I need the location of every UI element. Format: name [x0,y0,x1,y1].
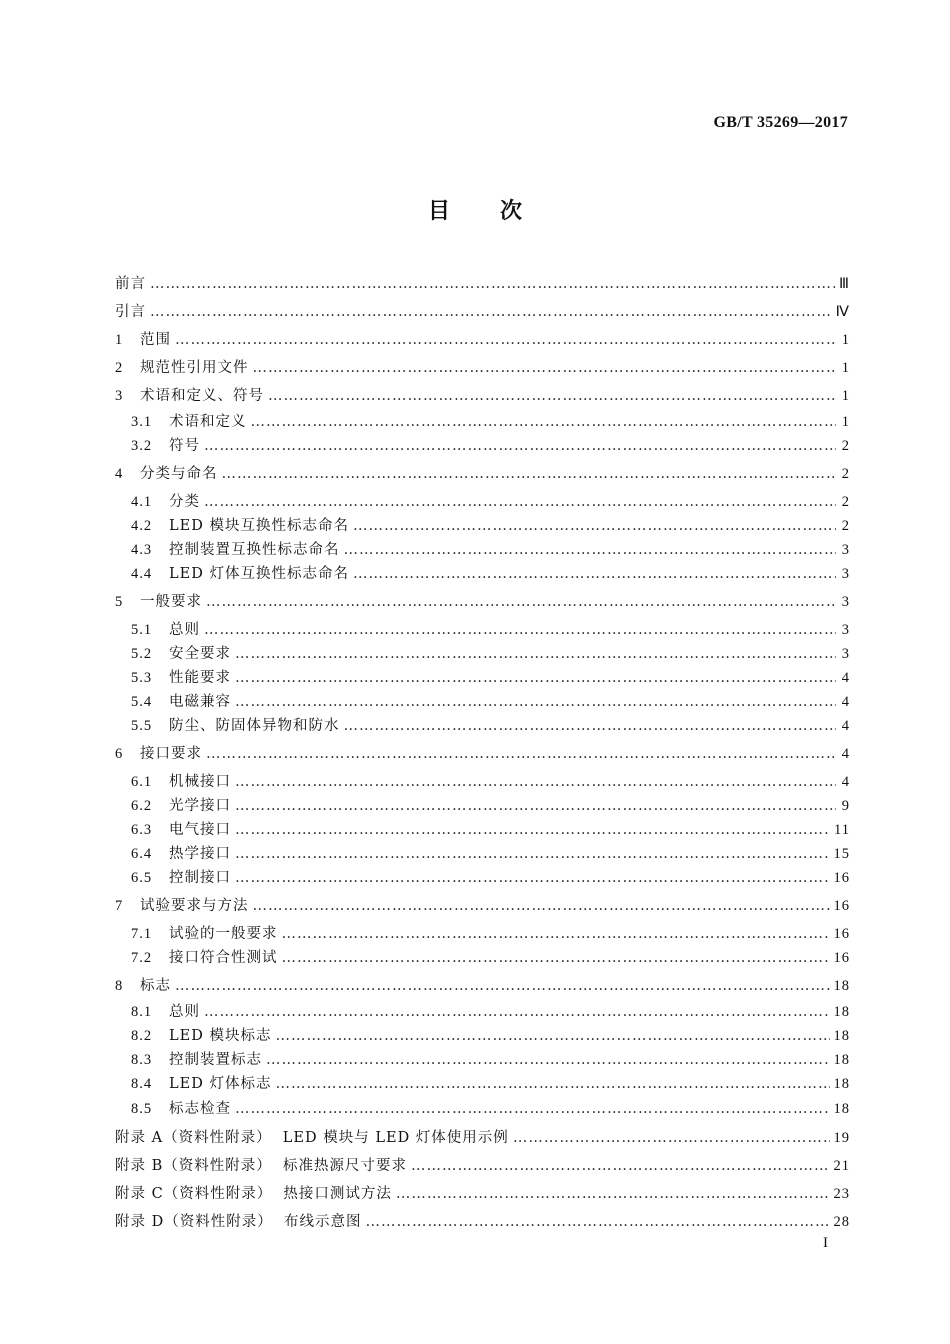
dot-leader [235,771,836,793]
toc-entry-label: 分类与命名 [140,466,218,482]
toc-entry-page: 4 [841,718,850,734]
toc-entry-page: 18 [833,978,850,994]
toc-entry-label: LED 灯体标志 [169,1076,272,1092]
toc-entry-number: 2 [115,360,124,376]
toc-entry-label: 附录 A（资料性附录） LED 模块与 LED 灯体使用示例 [115,1130,509,1146]
toc-entry-page: 18 [833,1076,850,1092]
dot-leader [282,923,830,945]
toc-entry[interactable] [131,867,850,889]
toc-entry-label: 一般要求 [140,594,202,610]
toc-entry-page: 2 [841,466,850,482]
toc-entry-label: LED 模块互换性标志命名 [169,518,349,534]
toc-entry[interactable] [115,975,850,997]
toc-entry-page: 4 [841,746,850,762]
toc-entry-number: 8.4 [131,1076,153,1092]
dot-leader [396,1183,830,1205]
toc-entry-page: 16 [833,950,850,966]
toc-entry-number: 8.2 [131,1028,153,1044]
dot-leader [206,591,836,613]
toc-entry-page: 3 [841,566,850,582]
dot-leader [150,301,832,323]
toc-entry-number: 3 [115,388,124,404]
toc-entry[interactable] [131,1098,850,1120]
dot-leader [235,795,836,817]
toc-entry[interactable] [131,771,850,793]
toc-entry-number: 5.5 [131,718,153,734]
dot-leader [251,411,837,433]
toc-entry-number: 4.1 [131,494,153,510]
dot-leader [275,1073,829,1095]
dot-leader [266,1049,830,1071]
toc-entry-label: 附录 D（资料性附录） 布线示意图 [115,1214,362,1230]
toc-entry[interactable] [131,947,850,969]
toc-entry-number: 4.4 [131,566,153,582]
page-number: I [823,1235,828,1251]
toc-entry-page: 23 [833,1186,850,1202]
toc-entry-page: 1 [841,360,850,376]
toc-entry-label: 光学接口 [169,798,231,814]
toc-entry-page: 3 [841,622,850,638]
toc-entry-label: 接口要求 [140,746,202,762]
toc-entry-label: 标志 [140,978,171,994]
toc-entry[interactable] [115,895,850,917]
dot-leader [235,691,836,713]
toc-entry-number: 5 [115,594,124,610]
toc-entry-label: 附录 B（资料性附录） 标准热源尺寸要求 [115,1158,407,1174]
toc-entry[interactable] [131,795,850,817]
dot-leader [235,667,836,689]
toc-entry-number: 3.1 [131,414,153,430]
toc-entry[interactable] [115,357,850,379]
dot-leader [344,539,837,561]
toc-entry-label: 标志检查 [169,1101,231,1117]
dot-leader [204,491,836,513]
toc-entry-number: 4.2 [131,518,153,534]
toc-entry-page: 18 [833,1052,850,1068]
toc-entry-number: 6.5 [131,870,153,886]
toc-entry-page: 1 [841,414,850,430]
toc-entry-page: 18 [833,1101,850,1117]
dot-leader [253,357,837,379]
toc-entry[interactable] [131,843,850,865]
toc-entry-page: 21 [833,1158,850,1174]
toc-entry-label: 控制装置标志 [169,1052,262,1068]
toc-entry[interactable] [115,301,850,323]
toc-entry-label: 电气接口 [169,822,231,838]
toc-entry-page: 16 [833,870,850,886]
page-title: 目次 [427,199,572,224]
toc-entry[interactable] [131,435,850,457]
toc-entry-number: 5.1 [131,622,153,638]
toc-entry-number: 6.3 [131,822,153,838]
toc-entry-page: 4 [841,670,850,686]
toc-entry-page: 1 [841,388,850,404]
toc-entry-label: 接口符合性测试 [169,950,278,966]
toc-entry-page: 11 [834,822,850,838]
toc-entry-page: Ⅲ [839,276,850,292]
toc-entry[interactable] [115,385,850,407]
toc-entry-label: 试验的一般要求 [169,926,278,942]
toc-entry-label: 机械接口 [169,774,231,790]
toc-entry[interactable] [115,743,850,765]
toc-entry-label: 范围 [140,332,171,348]
toc-entry-page: 18 [833,1028,850,1044]
dot-leader [204,1001,830,1023]
toc-entry-page: 2 [841,438,850,454]
toc-entry-page: 1 [841,332,850,348]
toc-entry[interactable] [131,1025,850,1047]
toc-entry-number: 8.3 [131,1052,153,1068]
toc-entry[interactable] [131,715,850,737]
toc-entry-label: 性能要求 [169,670,231,686]
toc-entry[interactable] [115,463,850,485]
toc-entry-number: 6.4 [131,846,153,862]
toc-entry-page: 2 [841,494,850,510]
dot-leader [175,975,830,997]
toc-entry-label: 术语和定义、符号 [140,388,264,404]
toc-entry-number: 8.1 [131,1004,153,1020]
toc-entry-number: 5.4 [131,694,153,710]
toc-entry-label: 引言 [115,304,146,320]
toc-entry-page: 16 [833,926,850,942]
toc-entry[interactable] [115,1183,850,1205]
dot-leader [235,867,830,889]
toc-entry[interactable] [131,619,850,641]
toc-entry[interactable] [115,1127,850,1149]
toc-entry[interactable] [131,1049,850,1071]
toc-entry[interactable] [131,563,850,585]
toc-entry-label: 防尘、防固体异物和防水 [169,718,340,734]
toc-entry-number: 4.3 [131,542,153,558]
toc-entry[interactable] [131,539,850,561]
dot-leader [353,515,836,537]
toc-entry-page: 28 [833,1214,850,1230]
toc-entry[interactable] [131,643,850,665]
toc-entry-label: 控制装置互换性标志命名 [169,542,340,558]
toc-entry-label: 电磁兼容 [169,694,231,710]
toc-entry-page: 19 [833,1130,850,1146]
toc-entry-page: Ⅳ [835,304,850,320]
toc-entry[interactable] [131,667,850,689]
dot-leader [268,385,836,407]
dot-leader [282,947,830,969]
toc-entry-number: 6 [115,746,124,762]
toc-entry-label: 热学接口 [169,846,231,862]
toc-entry-label: 规范性引用文件 [140,360,249,376]
dot-leader [204,619,836,641]
toc-entry-label: LED 灯体互换性标志命名 [169,566,349,582]
toc-entry-page: 2 [841,518,850,534]
dot-leader [204,435,836,457]
toc-entry[interactable] [131,411,850,433]
dot-leader [235,1098,830,1120]
toc-entry-number: 5.3 [131,670,153,686]
toc-entry-page: 4 [841,774,850,790]
toc-entry[interactable] [115,1211,850,1233]
toc-entry-page: 9 [841,798,850,814]
toc-entry-label: 附录 C（资料性附录） 热接口测试方法 [115,1186,392,1202]
dot-leader [275,1025,829,1047]
toc-entry-page: 3 [841,594,850,610]
toc-entry[interactable] [115,1155,850,1177]
toc-entry-number: 6.2 [131,798,153,814]
toc-entry[interactable] [115,329,850,351]
toc-entry-label: 试验要求与方法 [140,898,249,914]
toc-entry[interactable] [131,491,850,513]
standard-code: GB/T 35269—2017 [713,114,848,131]
toc-entry-number: 6.1 [131,774,153,790]
dot-leader [235,819,830,841]
dot-leader [365,1211,829,1233]
toc-entry-number: 7.1 [131,926,153,942]
toc-entry[interactable] [131,819,850,841]
toc-entry-label: 分类 [169,494,200,510]
toc-entry-page: 3 [841,646,850,662]
toc-entry-label: 控制接口 [169,870,231,886]
toc-entry-number: 8 [115,978,124,994]
toc-entry[interactable] [131,1001,850,1023]
toc-entry-number: 4 [115,466,124,482]
toc-entry-number: 1 [115,332,124,348]
dot-leader [206,743,836,765]
toc-entry-label: LED 模块标志 [169,1028,272,1044]
dot-leader [513,1127,830,1149]
toc-entry-number: 7.2 [131,950,153,966]
dot-leader [235,643,836,665]
toc-entry-page: 4 [841,694,850,710]
toc-entry-page: 3 [841,542,850,558]
dot-leader [175,329,836,351]
toc-entry-number: 5.2 [131,646,153,662]
toc-entry-label: 总则 [169,1004,200,1020]
dot-leader [344,715,837,737]
toc-entry-label: 总则 [169,622,200,638]
dot-leader [235,843,830,865]
toc-entry[interactable] [131,1073,850,1095]
toc-entry-number: 7 [115,898,124,914]
toc-entry[interactable] [115,273,850,295]
toc-entry-page: 18 [833,1004,850,1020]
toc-entry-page: 16 [833,898,850,914]
toc-entry-number: 8.5 [131,1101,153,1117]
toc-entry-label: 安全要求 [169,646,231,662]
toc-entry-label: 前言 [115,276,146,292]
dot-leader [411,1155,830,1177]
toc-entry[interactable] [115,591,850,613]
toc-entry-number: 3.2 [131,438,153,454]
toc-entry-label: 术语和定义 [169,414,247,430]
dot-leader [353,563,836,585]
toc-entry[interactable] [131,515,850,537]
toc-entry[interactable] [131,923,850,945]
toc-entry-page: 15 [833,846,850,862]
toc-entry-label: 符号 [169,438,200,454]
dot-leader [222,463,837,485]
toc-entry[interactable] [131,691,850,713]
dot-leader [150,273,835,295]
dot-leader [253,895,830,917]
